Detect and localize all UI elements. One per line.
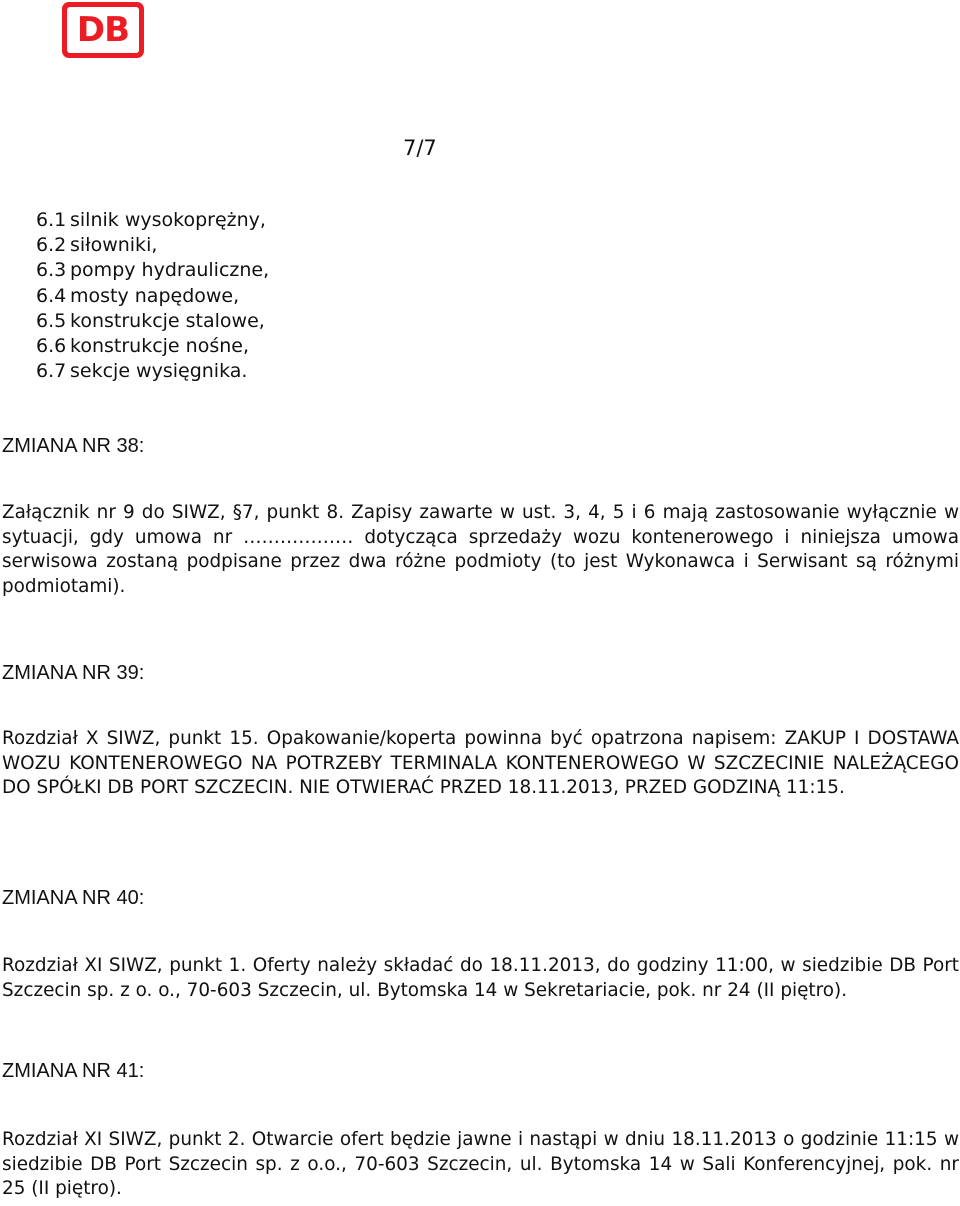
list-item	[36, 309, 269, 334]
component-list	[36, 208, 269, 384]
list-item-text: pompy hydrauliczne,	[70, 259, 270, 282]
db-logo	[62, 2, 144, 58]
section-body-41: Rozdział XI SIWZ, punkt 2. Otwarcie ofert będzie jawne i nastąpi w dniu 18.11.2013 o godzinie 11:15 w siedzibie DB Port Szczecin sp. z o.o., 70-603 Szczecin, ul. Bytomska 14 w Sali Konferencyjnej, pok. nr 25 (II piętro).	[2, 1129, 959, 1199]
list-item-number: 6.6	[36, 334, 67, 357]
section-body-38: Załącznik nr 9 do SIWZ, §7, punkt 8. Zapisy zawarte w ust. 3, 4, 5 i 6 mają zastosowanie wyłącznie w sytuacji, gdy umowa nr ……………… dotycząca sprzedaży wozu kontenerowego i niniejsza umowa serwisowa zostaną podpisane przez dwa różne podmioty (to jest Wykonawca i Serwisant są różnymi podmiotami).	[2, 502, 959, 597]
db-logo-text: DB	[76, 10, 130, 50]
section-heading-38: ZMIANA NR 38:	[2, 435, 145, 457]
list-item-number: 6.1	[36, 209, 67, 231]
section-heading-41: ZMIANA NR 41:	[2, 1060, 145, 1082]
section-heading-39: ZMIANA NR 39:	[2, 662, 145, 684]
section-body-40: Rozdział XI SIWZ, punkt 1. Oferty należy składać do 18.11.2013, do godziny 11:00, w siedzibie DB Port Szczecin sp. z o. o., 70-603 Szczecin, ul. Bytomska 14 w Sekretariacie, pok. nr 24 (II piętro).	[2, 955, 959, 1001]
list-item-text: konstrukcje stalowe,	[70, 309, 265, 332]
list-item-number: 6.7	[36, 360, 67, 383]
list-item	[36, 359, 269, 384]
list-item-text: sekcje wysięgnika.	[70, 360, 248, 383]
list-item	[36, 258, 269, 283]
section-body-39: Rozdział X SIWZ, punkt 15. Opakowanie/koperta powinna być opatrzona napisem: ZAKUP I DOSTAWA WOZU KONTENEROWEGO NA POTRZEBY TERMINALA KONTENEROWEGO W SZCZECINIE NALEŻĄCEGO DO SPÓŁKI DB PORT SZCZECIN. NIE OTWIERAĆ PRZED 18.11.2013, PRZED GODZINĄ 11:15.	[2, 728, 959, 798]
list-item	[36, 334, 269, 359]
list-item	[36, 233, 269, 258]
list-item-text: siłowniki,	[70, 234, 158, 257]
list-item	[36, 284, 269, 309]
list-item-number: 6.2	[36, 234, 67, 257]
list-item-number: 6.4	[36, 284, 67, 307]
list-item-text: mosty napędowe,	[70, 284, 240, 307]
list-item-text: konstrukcje nośne,	[70, 334, 249, 357]
db-logo-inner	[67, 7, 139, 53]
section-heading-40: ZMIANA NR 40:	[2, 887, 145, 909]
list-item-number: 6.3	[36, 259, 67, 282]
page-number: 7/7	[403, 136, 437, 160]
list-item	[36, 208, 269, 233]
list-item-text: silnik wysokoprężny,	[70, 209, 266, 231]
list-item-number: 6.5	[36, 309, 67, 332]
